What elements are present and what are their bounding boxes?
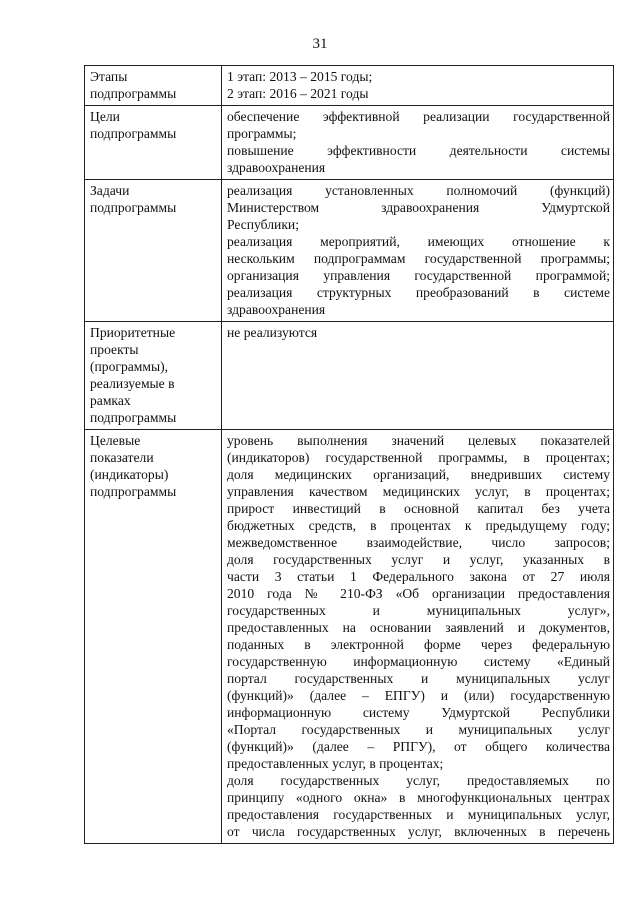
row-target-indicators <box>85 430 614 844</box>
row-value-line: не реализуются <box>227 325 318 340</box>
subprogram-passport-table <box>84 65 614 844</box>
row-value-line: государственных и муниципальных услуг», <box>227 603 610 618</box>
row-value-line: поданных в электронной форме через федеральную <box>227 637 610 652</box>
row-value-line: доля медицинских организаций, внедривших систему <box>227 467 610 482</box>
row-label-cell <box>85 66 222 106</box>
row-value-line: портал государственных и муниципальных услуг <box>227 671 610 686</box>
row-label-cell <box>85 430 222 844</box>
row-label-line: реализуемые в <box>90 376 175 391</box>
row-value-line: бюджетных средств, в процентах к предыдущему году; <box>227 518 610 533</box>
row-value-line: программы; <box>227 126 297 141</box>
row-label-line: подпрограммы <box>90 484 177 499</box>
row-value-line: реализация мероприятий, имеющих отношение к <box>227 234 610 249</box>
row-value-line: части 3 статьи 1 Федерального закона от 27 июля <box>227 569 610 584</box>
row-value-cell <box>222 106 614 180</box>
row-value-line: (индикаторов) государственной программы, в процентах; <box>227 450 610 465</box>
row-value-cell <box>222 180 614 322</box>
row-value-line: повышение эффективности деятельности системы <box>227 143 610 158</box>
row-value-line: Республики; <box>227 217 299 232</box>
row-value-line: предоставления государственных и муниципальных услуг, <box>227 807 610 822</box>
row-value-line: реализация установленных полномочий (функций) <box>227 183 610 198</box>
row-value-line: информационную систему Удмуртской Республики <box>227 705 610 720</box>
row-value-line: доля государственных услуг, предоставляемых по <box>227 773 610 788</box>
row-value-line: здравоохранения <box>227 160 326 175</box>
row-value-line: доля государственных услуг и услуг, указанных в <box>227 552 610 567</box>
row-value-line: нескольким подпрограммам государственной программы; <box>227 251 610 266</box>
row-label-line: Приоритетные <box>90 325 176 340</box>
row-value-line: «Портал государственных и муниципальных услуг <box>227 722 610 737</box>
row-value-line: прирост инвестиций в основной капитал без учета <box>227 501 610 516</box>
row-label-line: Цели <box>90 109 120 124</box>
row-label-cell <box>85 106 222 180</box>
row-goals <box>85 106 614 180</box>
row-value-line: управления качеством медицинских услуг, в процентах; <box>227 484 610 499</box>
row-label-line: подпрограммы <box>90 410 177 425</box>
row-label-line: подпрограммы <box>90 200 177 215</box>
row-value-line: принципу «одного окна» в многофункциональных центрах <box>227 790 610 805</box>
row-label-line: подпрограммы <box>90 126 177 141</box>
row-label-line: проекты <box>90 342 139 357</box>
row-value-line: межведомственное взаимодействие, число запросов; <box>227 535 610 550</box>
row-stages <box>85 66 614 106</box>
row-value-line: от числа государственных услуг, включенных в перечень <box>227 824 610 839</box>
row-label-line: Этапы <box>90 69 128 84</box>
row-value-cell <box>222 430 614 844</box>
row-value-line: организация управления государственной программой; <box>227 268 610 283</box>
row-value-line: (функций)» (далее – ЕПГУ) и (или) государственную <box>227 688 610 703</box>
row-value-line: предоставленных услуг, в процентах; <box>227 756 444 771</box>
row-value-line: государственную информационную систему «Единый <box>227 654 610 669</box>
row-value-line: 2010 года № 210-ФЗ «Об организации предоставления <box>227 586 610 601</box>
row-label-line: Целевые <box>90 433 141 448</box>
row-value-line: Министерством здравоохранения Удмуртской <box>227 200 610 215</box>
row-value-line: 1 этап: 2013 – 2015 годы; <box>227 69 373 84</box>
row-value-line: уровень выполнения значений целевых показателей <box>227 433 610 448</box>
row-value-line: 2 этап: 2016 – 2021 годы <box>227 86 369 101</box>
row-value-cell <box>222 66 614 106</box>
row-tasks <box>85 180 614 322</box>
row-priority-projects <box>85 322 614 430</box>
row-label-line: показатели <box>90 450 154 465</box>
row-label-line: Задачи <box>90 183 130 198</box>
row-label-cell <box>85 322 222 430</box>
row-label-line: подпрограммы <box>90 86 177 101</box>
row-value-line: обеспечение эффективной реализации государственной <box>227 109 610 124</box>
row-label-line: рамках <box>90 393 131 408</box>
row-value-cell <box>222 322 614 430</box>
page-number: 31 <box>312 36 328 52</box>
row-label-line: (программы), <box>90 359 169 374</box>
row-label-cell <box>85 180 222 322</box>
row-value-line: реализация структурных преобразований в системе <box>227 285 610 300</box>
row-value-line: предоставленных на основании заявлений и документов, <box>227 620 610 635</box>
row-label-line: (индикаторы) <box>90 467 169 482</box>
row-value-line: здравоохранения <box>227 302 326 317</box>
row-value-line: (функций)» (далее – РПГУ), от общего количества <box>227 739 610 754</box>
